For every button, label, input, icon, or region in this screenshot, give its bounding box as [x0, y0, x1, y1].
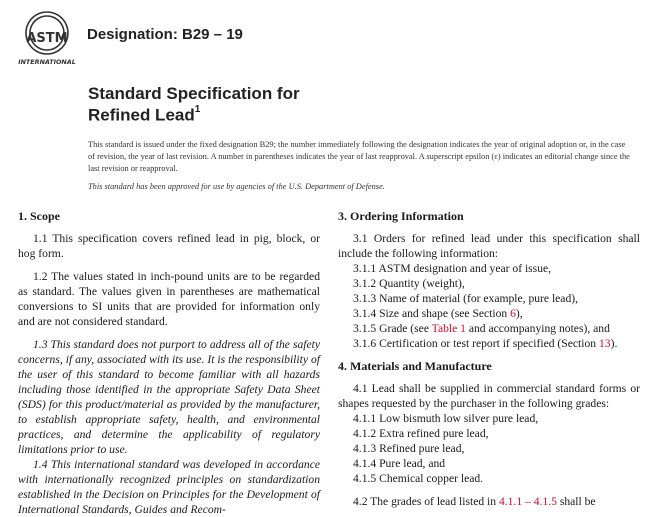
paragraph-3-1: 3.1 Orders for refined lead under this specification shall include the following information: — [338, 232, 640, 260]
title-line-2 — [88, 103, 300, 125]
list-item-4-1-2: 4.1.2 Extra refined pure lead, — [353, 427, 489, 440]
list-item-4-1-1: 4.1.1 Low bismuth low silver pure lead, — [353, 412, 539, 425]
table-1-link[interactable]: Table 1 — [431, 322, 466, 335]
list-item-3-1-2: 3.1.2 Quantity (weight), — [353, 277, 465, 290]
svg-text:INTERNATIONAL: INTERNATIONAL — [18, 58, 76, 66]
paragraph-4-1: 4.1 Lead shall be supplied in commercial standard forms or shapes requested by the purchaser in the following grades: — [338, 382, 640, 410]
list-item-4-1-3: 4.1.3 Refined pure lead, — [353, 442, 465, 455]
list-item-3-1-6: 3.1.6 Certification or test report if specified (Section 13). — [353, 337, 618, 350]
list-item-3-1-4: 3.1.4 Size and shape (see Section 6), — [353, 307, 523, 320]
section-heading-materials: 4. Materials and Manufacture — [338, 359, 492, 373]
paragraph-1-2: 1.2 The values stated in inch-pound units are to be regarded as standard. The values given in parentheses are mathematical conversions to SI units that are provided for information only and are not considered standard. — [18, 270, 320, 328]
title-line-1: Standard Specification for — [88, 84, 300, 103]
list-item-3-1-1: 3.1.1 ASTM designation and year of issue, — [353, 262, 552, 275]
footnote-marker[interactable]: 1 — [194, 104, 201, 115]
grades-range-link[interactable]: 4.1.1 – 4.1.5 — [498, 495, 557, 508]
list-item-4-1-4: 4.1.4 Pure lead, and — [353, 457, 446, 470]
section-6-link[interactable]: 6 — [510, 307, 516, 320]
svg-text:ASTM: ASTM — [26, 31, 68, 46]
right-column — [338, 209, 640, 509]
designation: Designation: B29 – 19 — [87, 26, 243, 43]
section-13-link[interactable]: 13 — [598, 337, 611, 350]
issuance-notice: This standard is issued under the fixed designation B29; the number immediately following the designation indicates the year of original adoption or, in the case of revision, the year of last revision. A number in parentheses indicates the year of last reapproval. A superscript epsilon (ε) indicates an editorial change since the last revision or reapproval. — [88, 140, 630, 173]
paragraph-4-2: 4.2 The grades of lead listed in 4.1.1 – 4.1.5 shall be — [353, 495, 596, 508]
dod-approval-notice: This standard has been approved for use by agencies of the U.S. Department of Defense. — [88, 182, 385, 191]
paragraph-1-4: 1.4 This international standard was developed in accordance with internationally recognized principles on standardization established in the Decision on Principles for the Development of International Standards, Guides and Recom- — [18, 458, 320, 516]
section-heading-scope: 1. Scope — [18, 209, 60, 223]
left-column — [18, 209, 320, 517]
list-item-3-1-5: 3.1.5 Grade (see Table 1 and accompanying notes), and — [353, 322, 610, 335]
title-main: Refined Lead — [88, 105, 195, 125]
list-item-3-1-3: 3.1.3 Name of material (for example, pure lead), — [353, 292, 579, 305]
paragraph-1-1: 1.1 This specification covers refined lead in pig, block, or hog form. — [18, 232, 320, 260]
document-title — [88, 85, 300, 125]
paragraph-1-3: 1.3 This standard does not purport to address all of the safety concerns, if any, associated with its use. It is the responsibility of the user of this standard to become familiar with all hazards including those identified in the appropriate Safety Data Sheet (SDS) for this product/material as provided by the manufacturer, to establish appropriate safety, health, and environmental practices, and determine the applicability of regulatory limitations prior to use. — [18, 338, 320, 456]
section-heading-ordering: 3. Ordering Information — [338, 209, 464, 223]
astm-logo — [16, 9, 78, 67]
list-item-4-1-5: 4.1.5 Chemical copper lead. — [353, 472, 484, 485]
